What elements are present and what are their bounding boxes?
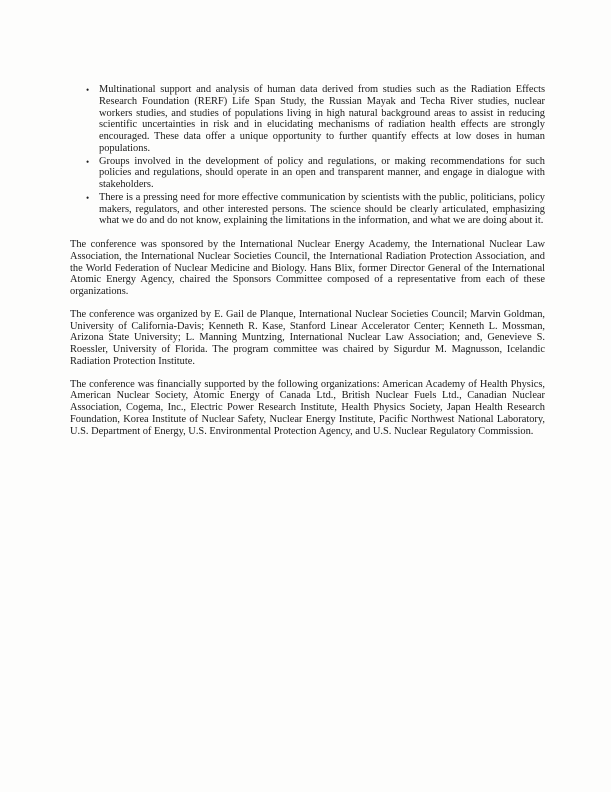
paragraph-financial-supporters: The conference was financially supported by the following organizations: American Academy of Health Physics, American Nuclear Society, Atomic Energy of Canada Ltd., British Nuclear Fuels Ltd., Canadian Nuclear Association, Cogema, Inc., Electric Power Research Institute, Health Physics Society, Japan Health Research Foundation, Korea Institute of Nuclear Safety, Nuclear Energy Institute, Pacific Northwest National Laboratory, U.S. Department of Energy, U.S. Environmental Protection Agency, and U.S. Nuclear Regulatory Commission. <box>70 378 545 437</box>
bullet-text: There is a pressing need for more effective communication by scientists with the public, politicians, policy makers, regulators, and other interested persons. The science should be clearly articulated, emphasizing what we do and do not know, explaining the limitations in the information, and what we are doing about it. <box>99 191 545 227</box>
bullet-icon: • <box>86 85 90 95</box>
paragraph-organizers: The conference was organized by E. Gail de Planque, International Nuclear Societies Council; Marvin Goldman, University of California-Davis; Kenneth R. Kase, Stanford Linear Accelerator Center; Kenneth L. Mossman, Arizona State University; L. Manning Muntzing, International Nuclear Law Association; and, Genevieve S. Roessler, University of Florida. The program committee was chaired by Sigurdur M. Magnusson, Icelandic Radiation Protection Institute. <box>70 308 545 367</box>
bullet-item <box>86 84 545 155</box>
bullet-item <box>86 192 545 227</box>
bullet-text: Groups involved in the development of policy and regulations, or making recommendations for such policies and regulations, should operate in an open and transparent manner, and engage in dialogue with stakeholders. <box>99 155 545 190</box>
paragraph-sponsors: The conference was sponsored by the International Nuclear Energy Academy, the International Nuclear Law Association, the International Nuclear Societies Council, the International Radiation Protection Association, and the World Federation of Nuclear Medicine and Biology. Hans Blix, former Director General of the International Atomic Energy Agency, chaired the Sponsors Committee composed of a representative from each of these organizations. <box>70 239 545 297</box>
bullet-item <box>86 156 545 191</box>
bullet-icon: • <box>86 156 90 167</box>
bullet-list <box>70 84 545 227</box>
bullet-text: Multinational support and analysis of human data derived from studies such as the Radiation Effects Research Foundation (RERF) Life Span Study, the Russian Mayak and Techa River studies, nuclear workers studies, and studies of populations living in high natural background areas to assist in reducing scientific uncertainties in risk and in elucidating mechanisms of radiation health effects are strongly encouraged. These data offer a unique opportunity to further quantify effects at low doses in human populations. <box>99 84 545 154</box>
bullet-icon: • <box>86 192 90 203</box>
